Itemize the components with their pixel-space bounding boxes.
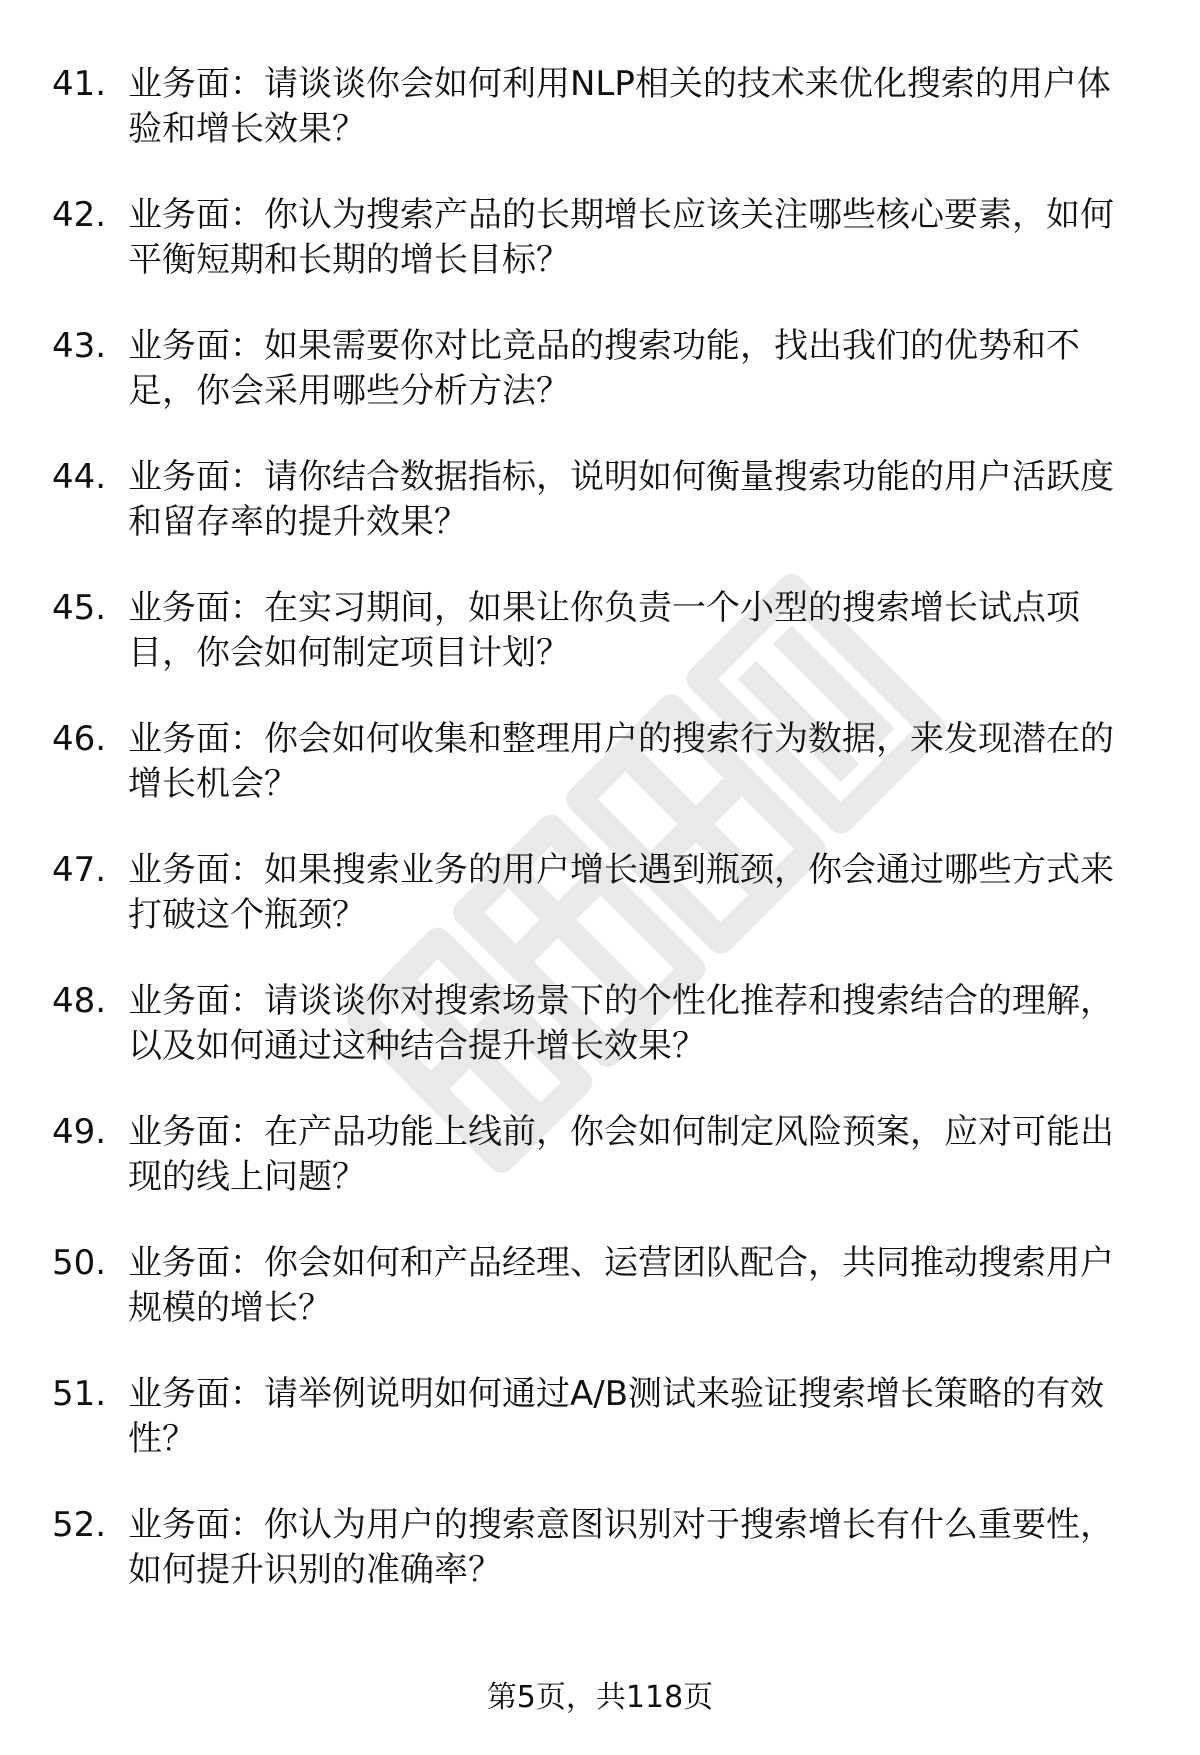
question-text: 业务面：你会如何和产品经理、运营团队配合，共同推动搜索用户规模的增长？: [128, 1243, 1114, 1328]
list-item: [0, 1241, 1200, 1372]
question-number: 45.: [52, 588, 107, 628]
list-item: [0, 848, 1200, 979]
question-text: 业务面：你认为搜索产品的长期增长应该关注哪些核心要素，如何平衡短期和长期的增长目标？: [128, 195, 1114, 280]
list-item: [0, 455, 1200, 586]
list-item: [0, 1372, 1200, 1503]
question-number: 48.: [52, 981, 107, 1021]
page-number-footer: 第5页，共118页: [486, 1680, 714, 1715]
question-number: 52.: [52, 1505, 107, 1545]
question-text: 业务面：你认为用户的搜索意图识别对于搜索增长有什么重要性，如何提升识别的准确率？: [128, 1505, 1114, 1590]
question-list: [0, 62, 1200, 1634]
question-text: 业务面：在实习期间，如果让你负责一个小型的搜索增长试点项目，你会如何制定项目计划？: [128, 588, 1080, 673]
question-number: 43.: [52, 326, 107, 366]
list-item: [0, 1110, 1200, 1241]
question-text: 业务面：请谈谈你对搜索场景下的个性化推荐和搜索结合的理解，以及如何通过这种结合提升增长效果？: [128, 981, 1114, 1066]
list-item: [0, 1503, 1200, 1634]
question-number: 41.: [52, 64, 107, 104]
question-number: 44.: [52, 457, 107, 497]
question-number: 51.: [52, 1374, 107, 1414]
question-text: 业务面：请举例说明如何通过A/B测试来验证搜索增长策略的有效性？: [128, 1374, 1105, 1459]
question-text: 业务面：在产品功能上线前，你会如何制定风险预案，应对可能出现的线上问题？: [128, 1112, 1114, 1197]
question-text: 业务面：请你结合数据指标，说明如何衡量搜索功能的用户活跃度和留存率的提升效果？: [128, 457, 1114, 542]
question-text: 业务面：请谈谈你会如何利用NLP相关的技术来优化搜索的用户体验和增长效果？: [128, 64, 1111, 149]
list-item: [0, 717, 1200, 848]
list-item: [0, 979, 1200, 1110]
list-item: [0, 324, 1200, 455]
question-number: 46.: [52, 719, 107, 759]
list-item: [0, 193, 1200, 324]
question-number: 42.: [52, 195, 107, 235]
list-item: [0, 62, 1200, 193]
question-number: 47.: [52, 850, 107, 890]
question-text: 业务面：如果搜索业务的用户增长遇到瓶颈，你会通过哪些方式来打破这个瓶颈？: [128, 850, 1114, 935]
question-number: 49.: [52, 1112, 107, 1152]
question-text: 业务面：如果需要你对比竞品的搜索功能，找出我们的优势和不足，你会采用哪些分析方法？: [128, 326, 1080, 411]
question-text: 业务面：你会如何收集和整理用户的搜索行为数据，来发现潜在的增长机会？: [128, 719, 1114, 804]
list-item: [0, 586, 1200, 717]
question-number: 50.: [52, 1243, 107, 1283]
